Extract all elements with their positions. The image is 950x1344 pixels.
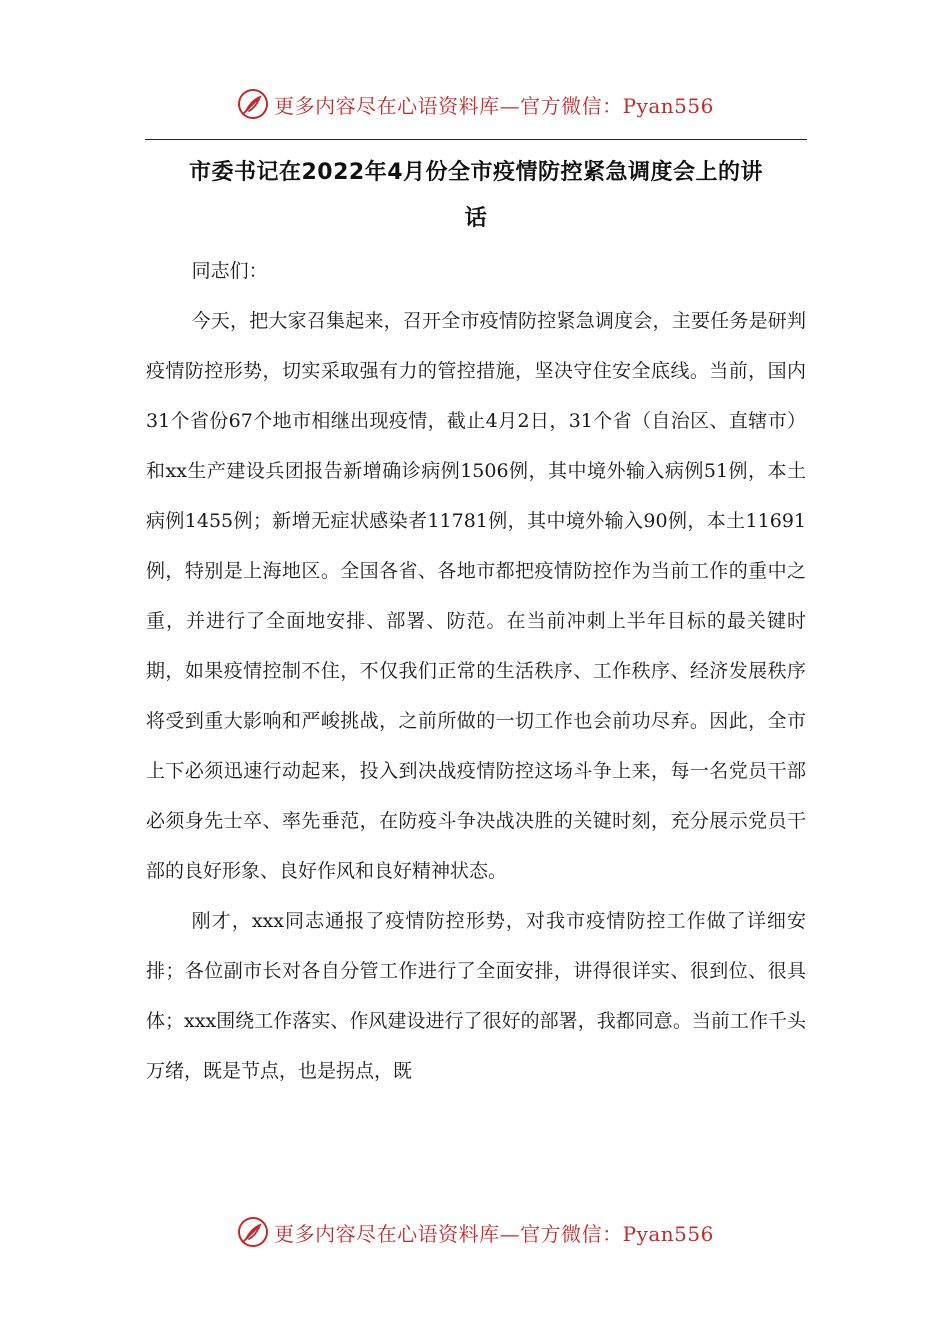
banner-text: 更多内容尽在心语资料库—官方微信：Pyan556 xyxy=(274,1221,714,1246)
header-divider xyxy=(145,139,807,140)
document-body xyxy=(146,246,806,1096)
title-line-1: 市委书记在2022年4月份全市疫情防控紧急调度会上的讲 xyxy=(188,160,764,185)
paragraph-2: 刚才，xxx同志通报了疫情防控形势，对我市疫情防控工作做了详细安排；各位副市长对各自分管工作进行了全面安排，讲得很详实、很到位、很具体；xxx围绕工作落实、作风建设进行了很好的部署，我都同意。当前工作千头万绪，既是节点，也是拐点，既 xyxy=(146,910,806,1082)
header-banner xyxy=(0,84,950,124)
quill-logo-icon xyxy=(236,87,270,121)
footer-banner xyxy=(0,1212,950,1252)
paragraph-1: 今天，把大家召集起来，召开全市疫情防控紧急调度会，主要任务是研判疫情防控形势，切实采取强有力的管控措施，坚决守住安全底线。当前，国内31个省份67个地市相继出现疫情，截止4月2日，31个省（自治区、直辖市）和xx生产建设兵团报告新增确诊病例1506例，其中境外输入病例51例，本土病例1455例；新增无症状感染者11781例，其中境外输入90例，本土11691例，特别是上海地区。全国各省、各地市都把疫情防控作为当前工作的重中之重，并进行了全面地安排、部署、防范。在当前冲刺上半年目标的最关键时期，如果疫情控制不住，不仅我们正常的生活秩序、工作秩序、经济发展秩序将受到重大影响和严峻挑战，之前所做的一切工作也会前功尽弃。因此，全市上下必须迅速行动起来，投入到决战疫情防控这场斗争上来，每一名党员干部必须身先士卒、率先垂范，在防疫斗争决战决胜的关键时刻，充分展示党员干部的良好形象、良好作风和良好精神状态。 xyxy=(146,310,806,882)
quill-logo-icon xyxy=(236,1215,270,1249)
title-line-2: 话 xyxy=(464,206,488,231)
salutation: 同志们： xyxy=(191,260,268,282)
banner-text: 更多内容尽在心语资料库—官方微信：Pyan556 xyxy=(274,93,714,118)
document-title xyxy=(140,150,812,242)
